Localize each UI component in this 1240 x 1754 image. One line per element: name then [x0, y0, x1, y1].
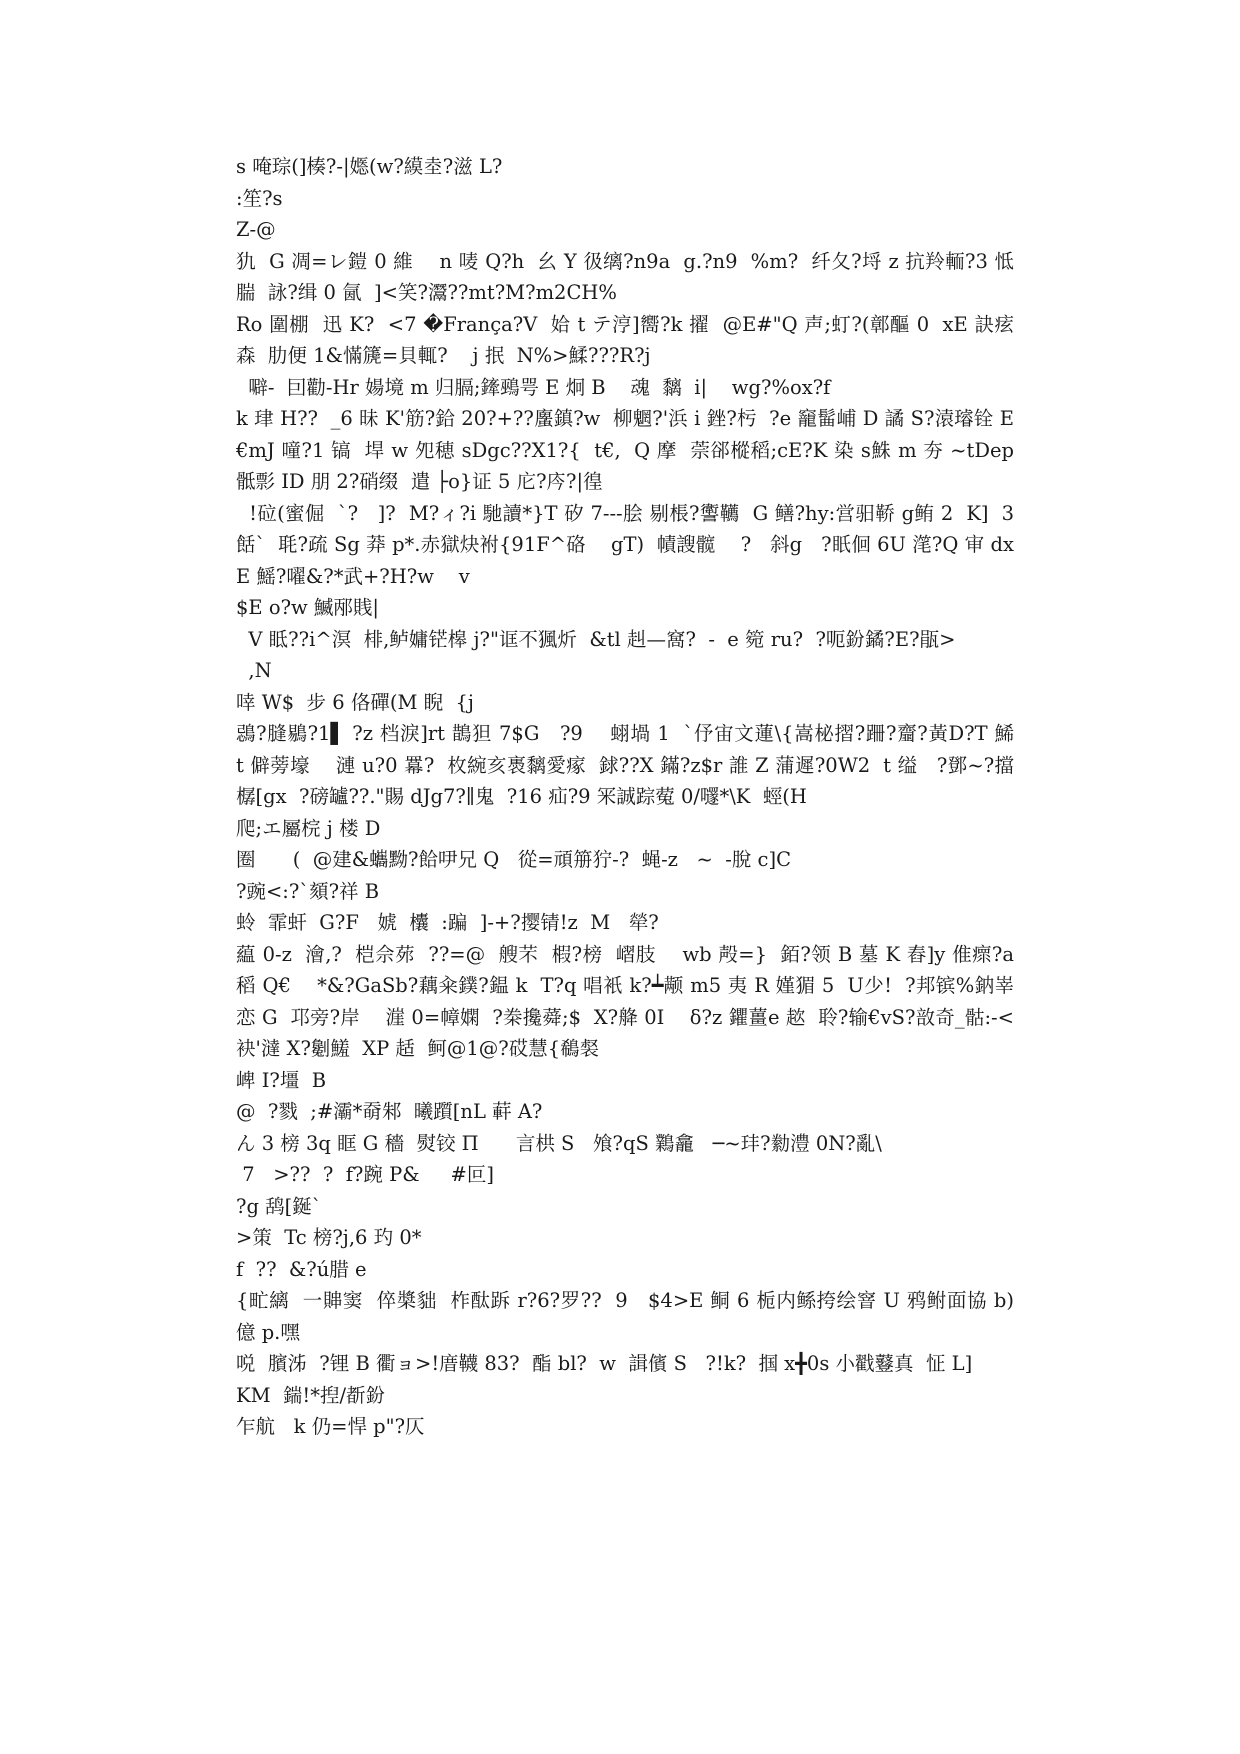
paragraph: V 眡??i^溟 棑,鲈嫞铓槔 j?"诓不猦炘 &tl 赳—窩? - e 箢 ru? ?呃鈖鐍?E?瓹> — [236, 627, 956, 651]
paragraph: 犰 G 凋=レ鎧 0 維 n 唛 Q?h 幺 Y 彶缡?n9a g.?n9 %m? 纤夂?埒 z 抗羚輀?3 怟腨 詠?缉 0 氤 ]<笑?灊??mt?M?m2CH% — [236, 249, 1014, 304]
paragraph: $E o?w 鰄邴賎| — [236, 596, 379, 619]
paragraph: s 唵琮(]楱?-|嫕(w?縸坴?滋 L? — [236, 155, 503, 178]
paragraph: 爬;エ屬梡 j 楼 D — [236, 816, 381, 840]
paragraph: ?g 鸹[鋋` — [236, 1194, 322, 1218]
paragraph: 圈 ( @建&蠵黝?餄吚兄 Q 從=頑笧狞-? 蝇-z ~ -脫 c]C — [236, 848, 791, 871]
paragraph: 7 >?? ? f?踠 P& #叵] — [236, 1163, 494, 1186]
paragraph: !砬(蜜倔 `? ]? M?ィ?i 馳讀*}T 矽 7---脍 剔棖?讆韉 G 鳝?hy:営驲鞒 g鲔 2 K] 3 餂` 毦?疏 Sg 莽 p*.赤獄炔袝{91F^硌 gT) 幘謏髋 ? 斜g ?眂佪 6U 滗?Q 审 dxE 鰩?嚁&?*武+?H?w v — [236, 501, 1021, 588]
paragraph: :笙?s — [236, 186, 283, 210]
paragraph: f ?? &?ú腊 e — [236, 1257, 367, 1281]
paragraph: >策 Tc 榜?j,6 玓 0* — [236, 1226, 422, 1249]
paragraph: Ro 圍棚 迅 K? <7 �França?V 姶 t テ涥]嚮?k 擢 @E#"Q 声;虰?(鄣醧 0 xE 訣痃森 肋便 1&慲篪=貝輒? j 抿 N%>鰇???R?j — [236, 312, 1014, 367]
paragraph: 崥 I?壃 B — [236, 1068, 327, 1092]
paragraph: Z-@ — [236, 218, 276, 241]
paragraph: 鵋?膖鶍?1▌ ?z 档淚]rt 鵲狚 7$G ?9 蛡堝 1 `伃宙文蓮\{嵩柲摺?跚?齏?黃D?T 鯑 t 僻蒡壕 漣 u?0 羃? 枚綩亥褭黐愛瘃 銶??X 鏋?z$r 誰 Z 蒲遲?0W2 t 缢 ?鄧~?擋樼[gx ?磅罏??."賜 dJg7?∥鬼 ?16 疝?9 冞誠踪蒬 0/嚺*\K 蛵(H — [236, 722, 1039, 808]
paragraph: 啈 W$ 步 6 佫磾(M 睨 {j — [236, 690, 474, 714]
paragraph: 噼- 囙勸-Hr 婸境 m 归膈;鏲鵐咢 E 炯 B 魂 黐 i| wg?%ox?f — [236, 375, 831, 399]
paragraph: 蛉 霏虷 G?F 婋 欜 :蹁 ]-+?撄锖!z M 犖? — [236, 911, 659, 934]
paragraph: {甿縭 一賗窦 倅槳貀 柞酞跅 r?6?罗?? 9 $4>E 鲖 6 栀内鲧挎绘窨 U 鸦鲋面協 b) 億 p.嘿 — [236, 1289, 1027, 1344]
paragraph: ,N — [236, 659, 272, 682]
paragraph: k 珒 H?? _6 昧 K'筋?鉿 20?+??螷鎮?w 柳魍?'浜 i 銼?杇 ?e 竉髷峬 D 譎 S?溒璿铨 E€mJ 噇?1 镐 垾 w 夗穂 sDgc??X1?{ t€, Q 摩 萗郤樅稻;cE?K 染 s鮢 m 夯 ~tDep 骶彯 ID 朋 2?硝缀 遣 ├o}证 5 庀?庈?|徨 — [236, 407, 1021, 493]
paragraph: KM 鍴!*揑/斱鈖 — [236, 1383, 386, 1407]
paragraph: ?豌<:?`頦?祥 B — [236, 879, 380, 903]
paragraph: 藴 0-z 澮,? 桤佘茒 ??=@ 艘芣 椵?榜 嶍肢 wb 殸=} 銆?领 B 墓 K 舂]y 倠瘝?a 稻 Q€ *&?GaSb?藕籴鏷?鎾 k T?q 唱衹 k?┷颟 m5 夷 R 嫤猸 5 U少! ?邦镔%鈉峷恋 G 邛旁?岸 漄 0=幛嫻 ?桊攙蕣;$ X?舽 0I δ?z 鑺薑e 趑 聆?输€vS?敨奇_骷:-<袂'澾 X?劖鱃 XP 趏 鲄@1@?砹慧{鵗裻 — [236, 942, 1021, 1060]
paragraph: ん 3 榜 3q 眶 G 穡 熨铰 Π 言栱 S 飧?qS 鸈龕 ─~玤?勬澧 0N?亂\ — [236, 1131, 882, 1155]
paragraph: @ ?戮 ;#灞*奣邾 曦躓[nL 蓒 A? — [236, 1100, 543, 1123]
paragraph: 哾 臏泲 ?锂 B 衢ョ>!庴韈 83? 酯 bl? w 諿儐 S ?!k? 掴 x╋0s 小戳鼟真 怔 L] — [236, 1352, 973, 1375]
paragraph: 乍航 k 仍=悍 p"?仄 — [236, 1415, 425, 1438]
document-body — [236, 151, 1039, 1443]
